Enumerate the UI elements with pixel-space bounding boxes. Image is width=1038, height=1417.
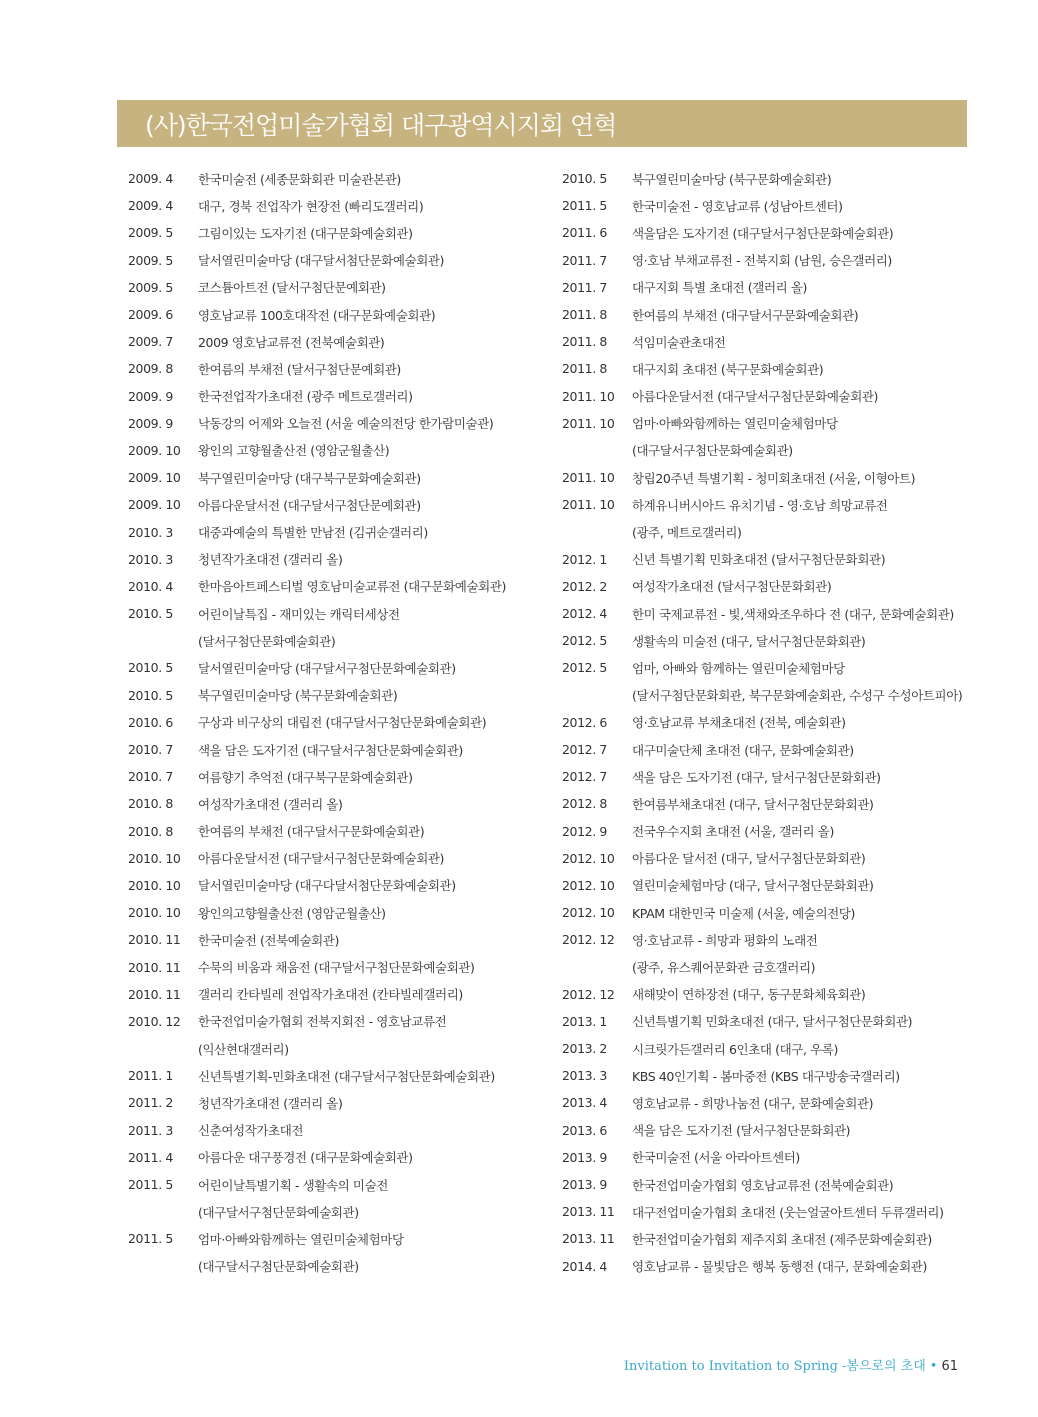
entry-text: 영·호남 부채교류전 - 전북지회 (남원, 승은갤러리) <box>632 253 892 269</box>
history-entry <box>128 1144 558 1171</box>
entry-date: 2010. 6 <box>128 714 173 730</box>
history-entry <box>128 1117 558 1144</box>
entry-text: 색을담은 도자기전 (대구달서구첨단문화예술회관) <box>632 225 894 241</box>
entry-text: 낙동강의 어제와 오늘전 (서울 예술의전당 한가람미술관) <box>198 416 494 432</box>
entry-date: 2012. 9 <box>562 823 607 839</box>
entry-text: 한국전업미술가협회 제주지회 초대전 (제주문화예술회관) <box>632 1231 932 1247</box>
history-entry <box>128 763 558 790</box>
entry-text: 영호남교류 100호대작전 (대구문화예술회관) <box>198 307 436 323</box>
entry-text: 북구열린미술마당 (북구문화예술회관) <box>198 688 398 704</box>
entry-text: 그림이있는 도자기전 (대구문화예술회관) <box>198 225 413 241</box>
entry-text: KBS 40인기획 - 봄마중전 (KBS 대구방송국갤러리) <box>632 1068 900 1084</box>
entry-date: 2010. 11 <box>128 959 181 975</box>
entry-date: 2011. 5 <box>128 1177 173 1193</box>
entry-date: 2010. 5 <box>128 687 173 703</box>
entry-date: 2011. 4 <box>128 1149 173 1165</box>
entry-text: 색을 담은 도자기전 (달서구첨단문화회관) <box>632 1123 851 1139</box>
entry-text: 한여름의 부채전 (대구달서구문화예술회관) <box>198 824 425 840</box>
entry-date: 2010. 8 <box>128 796 173 812</box>
entry-date: 2012. 2 <box>562 578 607 594</box>
entry-text: 한국미술전 (전북예술회관) <box>198 932 339 948</box>
entry-text: 대구전업미술가협회 초대전 (웃는얼굴아트센터 두류갤러리) <box>632 1204 944 1220</box>
history-entry <box>562 981 982 1008</box>
history-entry <box>562 790 982 817</box>
entry-date: 2011. 1 <box>128 1068 173 1084</box>
entry-text: KPAM 대한민국 미술제 (서울, 예술의전당) <box>632 905 855 921</box>
history-entry <box>128 410 558 437</box>
entry-text: 2009 영호남교류전 (전북예술회관) <box>198 334 385 350</box>
entry-date: 2009. 10 <box>128 470 181 486</box>
entry-date: 2013. 2 <box>562 1041 607 1057</box>
entry-text: 한국전업미술가협회 전북지회전 - 영호남교류전 <box>198 1014 447 1030</box>
entry-text: 여성작가초대전 (달서구첨단문화회관) <box>632 579 832 595</box>
footer-subtitle: -봄으로의 초대 <box>841 1359 926 1374</box>
history-entry <box>128 518 558 545</box>
entry-text: 신춘여성작가초대전 <box>198 1123 304 1139</box>
entry-date: 2013. 4 <box>562 1095 607 1111</box>
entry-date: 2013. 11 <box>562 1231 615 1247</box>
entry-text: 왕인의 고향월출산전 (영암군월출산) <box>198 443 390 459</box>
entry-date: 2012. 5 <box>562 660 607 676</box>
entry-text: 시크릿가든갤러리 6인초대 (대구, 우록) <box>632 1041 838 1057</box>
history-entry <box>128 491 558 518</box>
entry-text: 대구, 경북 전업작가 현장전 (빠리도갤러리) <box>198 198 424 214</box>
entry-date: 2011. 10 <box>562 415 615 431</box>
entry-text: 열린미술체험마당 (대구, 달서구첨단문화회관) <box>632 878 874 894</box>
entry-date: 2011. 10 <box>562 470 615 486</box>
history-entry <box>562 410 982 437</box>
entry-date: 2011. 6 <box>562 225 607 241</box>
history-entry <box>562 926 982 953</box>
entry-text: 아름다운 달서전 (대구, 달서구첨단문화회관) <box>632 851 866 867</box>
entry-text: (대구달서구첨단문화예술회관) <box>198 1204 359 1220</box>
history-entry <box>128 1089 558 1116</box>
entry-text: 엄마, 아빠와 함께하는 열린미술체험마당 <box>632 660 845 676</box>
entry-date: 2013. 9 <box>562 1149 607 1165</box>
history-entry <box>562 464 982 491</box>
entry-text: 한국미술전 - 영호남교류 (성남아트센터) <box>632 198 843 214</box>
history-entry <box>128 301 558 328</box>
history-entry <box>128 247 558 274</box>
entry-date: 2009. 5 <box>128 225 173 241</box>
entry-date: 2010. 11 <box>128 932 181 948</box>
history-entry <box>128 437 558 464</box>
entry-date: 2012. 12 <box>562 986 615 1002</box>
entry-date: 2010. 7 <box>128 769 173 785</box>
entry-text: 대중과예술의 특별한 만남전 (김귀순갤러리) <box>198 525 428 541</box>
entry-text: 생활속의 미술전 (대구, 달서구첨단문화회관) <box>632 633 866 649</box>
history-entry <box>562 709 982 736</box>
entry-text: 색을 담은 도자기전 (대구, 달서구첨단문화회관) <box>632 769 881 785</box>
history-entry <box>562 845 982 872</box>
history-entry <box>562 219 982 246</box>
history-entry <box>562 1008 982 1035</box>
entry-text: 대구미술단체 초대전 (대구, 문화예술회관) <box>632 742 854 758</box>
entry-text: 한국미술전 (서울 아라아트센터) <box>632 1150 800 1166</box>
history-column-left <box>128 165 558 1280</box>
entry-text: 한마음아트페스티벌 영호남미술교류전 (대구문화예술회관) <box>198 579 506 595</box>
entry-text: 아름다운달서전 (대구달서구첨단문예회관) <box>198 497 421 513</box>
entry-date: 2014. 4 <box>562 1258 607 1274</box>
footer-separator: • <box>929 1359 938 1374</box>
page-footer <box>624 1355 958 1374</box>
history-entry <box>128 1225 558 1252</box>
history-entry <box>562 301 982 328</box>
entry-text: 영·호남교류 부채초대전 (전북, 예술회관) <box>632 715 846 731</box>
history-entry <box>128 1008 558 1035</box>
entry-text: 창립20주년 특별기획 - 청미회초대전 (서울, 이형아트) <box>632 470 916 486</box>
history-entry <box>562 654 982 681</box>
history-entry <box>128 981 558 1008</box>
page-title: (사)한국전업미술가협회 대구광역시지회 연혁 <box>145 110 617 140</box>
entry-text: 신년특별기획-민화초대전 (대구달서구첨단문화예술회관) <box>198 1068 495 1084</box>
history-entry <box>128 736 558 763</box>
entry-date: 2012. 7 <box>562 742 607 758</box>
history-entry <box>562 1171 982 1198</box>
entry-text: 코스튬아트전 (달서구첨단문예회관) <box>198 280 386 296</box>
entry-text: 북구열린미술마당 (북구문화예술회관) <box>632 171 832 187</box>
history-entry <box>562 627 982 654</box>
history-entry <box>128 953 558 980</box>
entry-text: 달서열린미술마당 (대구달서첨단문화예술회관) <box>198 253 445 269</box>
history-entry <box>562 546 982 573</box>
history-entry <box>128 1171 558 1198</box>
history-entry <box>562 328 982 355</box>
history-entry <box>562 1198 982 1225</box>
entry-date: 2011. 5 <box>562 198 607 214</box>
entry-text: 아름다운달서전 (대구달서구첨단문화예술회관) <box>632 389 879 405</box>
entry-date: 2009. 6 <box>128 307 173 323</box>
entry-date: 2009. 5 <box>128 279 173 295</box>
entry-text: 북구열린미술마당 (대구북구문화예술회관) <box>198 470 421 486</box>
entry-date: 2011. 5 <box>128 1231 173 1247</box>
entry-date: 2010. 10 <box>128 877 181 893</box>
history-entry <box>562 274 982 301</box>
history-entry <box>562 355 982 382</box>
entry-date: 2012. 5 <box>562 633 607 649</box>
history-entry <box>128 1035 558 1062</box>
history-entry <box>128 546 558 573</box>
entry-date: 2010. 5 <box>562 171 607 187</box>
entry-date: 2009. 4 <box>128 198 173 214</box>
entry-text: 한국전업작가초대전 (광주 메트로갤러리) <box>198 389 413 405</box>
entry-text: 청년작가초대전 (갤러리 올) <box>198 552 343 568</box>
entry-date: 2009. 9 <box>128 415 173 431</box>
entry-text: 대구지회 초대전 (북구문화예술회관) <box>632 361 824 377</box>
entry-date: 2012. 10 <box>562 850 615 866</box>
entry-text: 새해맞이 연하장전 (대구, 동구문화체육회관) <box>632 987 866 1003</box>
history-entry <box>562 763 982 790</box>
history-entry <box>562 1089 982 1116</box>
entry-date: 2009. 10 <box>128 497 181 513</box>
entry-text: 한여름부채초대전 (대구, 달서구첨단문화회관) <box>632 796 874 812</box>
history-entry <box>128 355 558 382</box>
entry-text: 여성작가초대전 (갤러리 올) <box>198 796 343 812</box>
entry-date: 2009. 9 <box>128 388 173 404</box>
entry-date: 2010. 3 <box>128 524 173 540</box>
history-entry <box>128 627 558 654</box>
entry-text: 수묵의 비움과 채움전 (대구달서구첨단문화예술회관) <box>198 960 475 976</box>
history-entry <box>128 219 558 246</box>
entry-date: 2012. 6 <box>562 714 607 730</box>
entry-text: 색을 담은 도자기전 (대구달서구첨단문화예술회관) <box>198 742 463 758</box>
history-entry <box>562 1144 982 1171</box>
entry-text: 한여름의 부채전 (달서구첨단문예회관) <box>198 361 401 377</box>
history-entry <box>128 573 558 600</box>
entry-text: 왕인의고향월출산전 (영암군월출산) <box>198 905 386 921</box>
entry-date: 2009. 5 <box>128 252 173 268</box>
entry-date: 2012. 4 <box>562 606 607 622</box>
entry-text: 갤러리 칸타빌레 전업작가초대전 (칸타빌레갤러리) <box>198 987 463 1003</box>
entry-date: 2009. 7 <box>128 334 173 350</box>
entry-text: 한국전업미술가협회 영호남교류전 (전북예술회관) <box>632 1177 894 1193</box>
entry-text: 영호남교류 - 희망나눔전 (대구, 문화예술회관) <box>632 1095 874 1111</box>
entry-date: 2011. 8 <box>562 334 607 350</box>
entry-date: 2013. 9 <box>562 1177 607 1193</box>
entry-date: 2011. 8 <box>562 361 607 377</box>
entry-date: 2010. 11 <box>128 986 181 1002</box>
entry-text: 엄마·아빠와함께하는 열린미술체험마당 <box>198 1231 404 1247</box>
entry-text: 아름다운달서전 (대구달서구첨단문화예술회관) <box>198 851 445 867</box>
entry-date: 2010. 12 <box>128 1013 181 1029</box>
history-entry <box>562 953 982 980</box>
history-entry <box>562 872 982 899</box>
entry-date: 2010. 7 <box>128 742 173 758</box>
entry-date: 2011. 2 <box>128 1095 173 1111</box>
entry-text: 신년특별기획 민화초대전 (대구, 달서구첨단문화회관) <box>632 1014 913 1030</box>
history-entry <box>128 600 558 627</box>
entry-text: 석임미술관초대전 <box>632 334 726 350</box>
entry-text: (대구달서구첨단문화예술회관) <box>632 443 793 459</box>
entry-text: (대구달서구첨단문화예술회관) <box>198 1259 359 1275</box>
history-entry <box>562 247 982 274</box>
history-entry <box>562 383 982 410</box>
history-entry <box>562 573 982 600</box>
history-entry <box>128 383 558 410</box>
history-entry <box>128 682 558 709</box>
entry-date: 2011. 7 <box>562 279 607 295</box>
history-entry <box>562 518 982 545</box>
entry-date: 2012. 1 <box>562 551 607 567</box>
entry-text: 구상과 비구상의 대립전 (대구달서구첨단문화예술회관) <box>198 715 487 731</box>
entry-text: 영호남교류 - 물빛담은 행복 동행전 (대구, 문화예술회관) <box>632 1259 927 1275</box>
entry-text: 전국우수지회 초대전 (서울, 갤러리 올) <box>632 824 834 840</box>
entry-date: 2009. 4 <box>128 171 173 187</box>
entry-text: 하계유니버시아드 유치기념 - 영·호남 희망교류전 <box>632 497 888 513</box>
history-entry <box>562 818 982 845</box>
history-entry <box>562 736 982 763</box>
history-entry <box>128 709 558 736</box>
entry-text: (광주, 유스퀘어문화관 금호갤러리) <box>632 960 816 976</box>
history-entry <box>128 845 558 872</box>
history-entry <box>562 1253 982 1280</box>
entry-date: 2010. 8 <box>128 823 173 839</box>
history-entry <box>128 790 558 817</box>
history-entry <box>562 1062 982 1089</box>
entry-text: (익산현대갤러리) <box>198 1041 289 1057</box>
entry-text: 신년 특별기획 민화초대전 (달서구첨단문화회관) <box>632 552 886 568</box>
entry-date: 2012. 8 <box>562 796 607 812</box>
entry-text: (달서구첨단문화예술회관) <box>198 633 336 649</box>
entry-text: (광주, 메트로갤러리) <box>632 525 742 541</box>
entry-text: 엄마·아빠와함께하는 열린미술체험마당 <box>632 416 838 432</box>
history-entry <box>128 165 558 192</box>
history-entry <box>562 491 982 518</box>
entry-text: 한미 국제교류전 - 빛,색채와조우하다 전 (대구, 문화예술회관) <box>632 606 954 622</box>
history-entry <box>128 274 558 301</box>
history-entry <box>562 682 982 709</box>
entry-date: 2009. 8 <box>128 361 173 377</box>
history-entry <box>128 899 558 926</box>
entry-text: 아름다운 대구풍경전 (대구문화예술회관) <box>198 1150 413 1166</box>
entry-text: 영·호남교류 - 희망과 평화의 노래전 <box>632 932 818 948</box>
history-entry <box>128 1062 558 1089</box>
entry-date: 2010. 3 <box>128 551 173 567</box>
entry-text: 한여름의 부채전 (대구달서구문화예술회관) <box>632 307 859 323</box>
history-entry <box>562 1035 982 1062</box>
entry-date: 2013. 11 <box>562 1204 615 1220</box>
entry-date: 2010. 5 <box>128 606 173 622</box>
history-entry <box>562 437 982 464</box>
history-entry <box>128 1253 558 1280</box>
history-entry <box>128 872 558 899</box>
entry-date: 2010. 10 <box>128 850 181 866</box>
entry-date: 2011. 10 <box>562 497 615 513</box>
entry-text: (달서구첨단문화회관, 북구문화예술회관, 수성구 수성아트피아) <box>632 688 963 704</box>
entry-text: 달서열린미술마당 (대구다달서첨단문화예술회관) <box>198 878 456 894</box>
history-entry <box>128 192 558 219</box>
history-entry <box>128 1198 558 1225</box>
page-number: 61 <box>941 1359 958 1374</box>
history-entry <box>562 899 982 926</box>
entry-date: 2011. 3 <box>128 1122 173 1138</box>
entry-date: 2012. 12 <box>562 932 615 948</box>
footer-title: Invitation to Invitation to Spring <box>623 1359 838 1374</box>
history-entry <box>562 1225 982 1252</box>
entry-text: 어린이날특별기획 - 생활속의 미술전 <box>198 1177 388 1193</box>
history-column-right <box>562 165 982 1280</box>
entry-date: 2013. 1 <box>562 1013 607 1029</box>
entry-date: 2012. 7 <box>562 769 607 785</box>
entry-date: 2011. 7 <box>562 252 607 268</box>
entry-date: 2012. 10 <box>562 905 615 921</box>
title-bar <box>117 100 967 147</box>
history-entry <box>128 328 558 355</box>
entry-text: 달서열린미술마당 (대구달서구첨단문화예술회관) <box>198 660 456 676</box>
entry-text: 대구지회 특별 초대전 (갤러리 올) <box>632 280 808 296</box>
entry-date: 2013. 6 <box>562 1122 607 1138</box>
entry-text: 한국미술전 (세종문화회관 미술관본관) <box>198 171 401 187</box>
history-entry <box>562 165 982 192</box>
entry-date: 2011. 10 <box>562 388 615 404</box>
history-entry <box>562 600 982 627</box>
history-entry <box>128 464 558 491</box>
entry-date: 2010. 5 <box>128 660 173 676</box>
history-entry <box>562 192 982 219</box>
history-entry <box>562 1117 982 1144</box>
entry-date: 2010. 10 <box>128 905 181 921</box>
history-entry <box>128 926 558 953</box>
entry-text: 어린이날특집 - 재미있는 캐릭터세상전 <box>198 606 400 622</box>
history-entry <box>128 818 558 845</box>
entry-date: 2010. 4 <box>128 578 173 594</box>
entry-date: 2012. 10 <box>562 877 615 893</box>
history-entry <box>128 654 558 681</box>
entry-date: 2011. 8 <box>562 307 607 323</box>
entry-date: 2013. 3 <box>562 1068 607 1084</box>
entry-text: 여름향기 추억전 (대구북구문화예술회관) <box>198 769 413 785</box>
entry-text: 청년작가초대전 (갤러리 올) <box>198 1095 343 1111</box>
entry-date: 2009. 10 <box>128 442 181 458</box>
